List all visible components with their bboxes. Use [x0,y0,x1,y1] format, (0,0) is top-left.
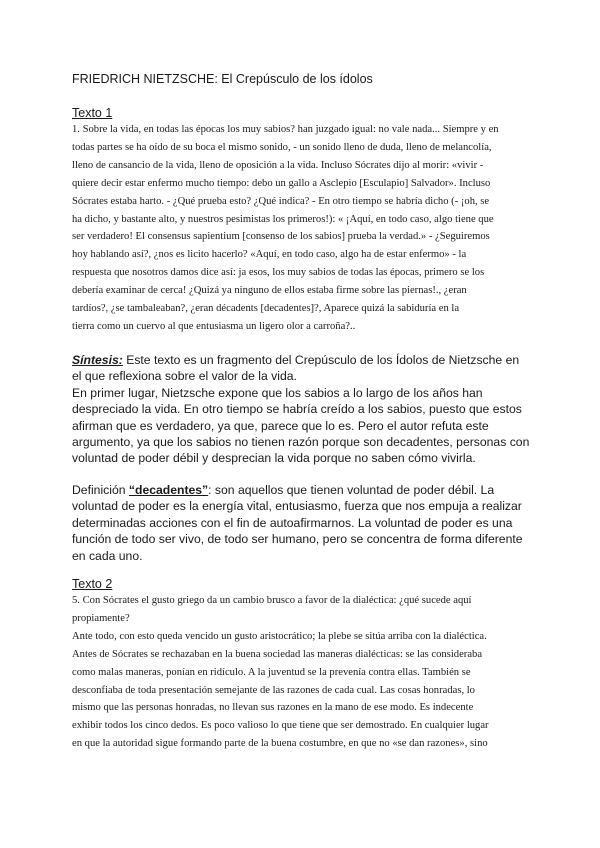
text-line: tardíos?, ¿se tambaleaban?, ¿eran décadents [decadentes]?, Aparece quizá la sabiduría en la [72,303,460,315]
text-line: voluntad de poder débil y desprecian la vida porque no saben cómo vivirla. [72,451,476,466]
text-line: Este texto es un fragmento del Crepúsculo de los Ídolos de Nietzsche en [122,353,520,367]
text-line: despreciado la vida. En otro tiempo se habría creído a los sabios, puesto que estos [72,402,522,417]
text-line: todas partes se ha oído de su boca el mismo sonido, - un sonido lleno de duda, lleno de melancolía, [72,141,492,153]
text-line: 5. Con Sócrates el gusto griego da un cambio brusco a favor de la dialéctica: ¿qué sucede aquí [72,595,472,606]
definicion-prefix: Definición [72,483,129,497]
text-line: argumento, ya que los sabios no tienen razón porque son decadentes, personas con [72,435,530,450]
text-line: ha dicho, y bastante alto, y nuestros pesimistas los primeros!): « ¡Aquí, en todo caso, algo tiene que [72,213,494,225]
text-line: función de todo ser vivo, de todo ser humano, pero se concentra de forma diferente [72,532,523,547]
sintesis-section [72,352,532,467]
text-line: quiere decir estar enfermo mucho tiempo: debo un gallo a Asclepio [Esculapio] Salvador». Incluso [72,177,491,189]
text-line: el que reflexiona sobre el valor de la vida. [72,369,297,384]
sintesis-label: Síntesis: [72,353,123,367]
text-line: propiamente? [72,612,130,624]
text-line: afirman que es verdadero, ya que, parece que lo es. Pero el autor refuta este [72,418,489,433]
text-line: Sócrates estaba harto. - ¿Qué prueba esto? ¿Qué indica? - En otro tiempo se habría dicho (- ¡oh, se [72,195,490,207]
texto2-body [72,592,532,753]
definicion-first-line [72,482,532,498]
text-line: En primer lugar, Nietzsche expone que los sabios a lo largo de los años han [72,385,483,400]
text-line: desconfiaba de toda presentación semejante de las razones de cada cual. Las cosas honradas, lo [72,684,475,696]
text-line: determinadas acciones con el fin de autoafirmarnos. La voluntad de poder es una [72,515,513,530]
text-line: exhibir todos los cinco dedos. Es poco valioso lo que tiene que ser demostrado. En cualquier lugar [72,720,489,732]
text-line: voluntad de poder es la energía vital, entusiasmo, fuerza que nos empuja a realizar [72,499,522,514]
text-line: Ante todo, con esto queda vencido un gusto aristocrático; la plebe se sitúa arriba con la dialéctica. [72,630,487,642]
text-line: debería examinar de cerca! ¿Quizá ya ninguno de ellos estaba firme sobre las piernas!., ¿eran [72,285,467,297]
definicion-section [72,482,532,564]
text-line: ser verdadero! El consensus sapientium [consenso de los sabios] prueba la verdad.» - ¿Seguiremos [72,231,490,243]
texto1-heading: Texto 1 [72,106,113,120]
sintesis-first-line [72,352,532,368]
text-line: como malas maneras, ponían en ridículo. A la juventud se la prevenía contra ellas. También se [72,666,471,678]
definicion-term: “decadentes” [128,483,209,497]
text-line: tierra como un cuervo al que entusiasma un ligero olor a carroña?.. [72,320,356,332]
text-line: en cada uno. [72,548,143,563]
text-line: respuesta que nosotros damos dice así: ja esos, los muy sabios de todas las épocas, primero se los [72,267,485,279]
texto1-body [72,121,532,336]
text-line: en que la autoridad sigue formando parte de la buena costumbre, en que no «se dan razones», sino [72,738,488,750]
text-line: : son aquellos que tienen voluntad de poder débil. La [208,483,495,497]
text-line: 1. Sobre la vida, en todas las épocas los muy sabios? han juzgado igual: no vale nada... Siempre y en [72,124,499,135]
text-line: hoy hablando así?, ¿nos es licito hacerlo? «Aquí, en todo caso, algo ha de estar enfermo» - la [72,249,467,261]
text-line: mismo que las personas honradas, no llevan sus razones en la mano de ese modo. Es indecente [72,702,474,714]
text-line: Antes de Sócrates se rechazaban en la buena sociedad las maneras dialécticas: se las consideraba [72,648,483,660]
text-line: lleno de cansancio de la vida, lleno de oposición a la vida. Incluso Sócrates dijo al morir: «vivir - [72,159,484,171]
texto2-heading: Texto 2 [72,577,113,591]
document-title: FRIEDRICH NIETZSCHE: El Crepúsculo de los ídolos [72,72,373,86]
